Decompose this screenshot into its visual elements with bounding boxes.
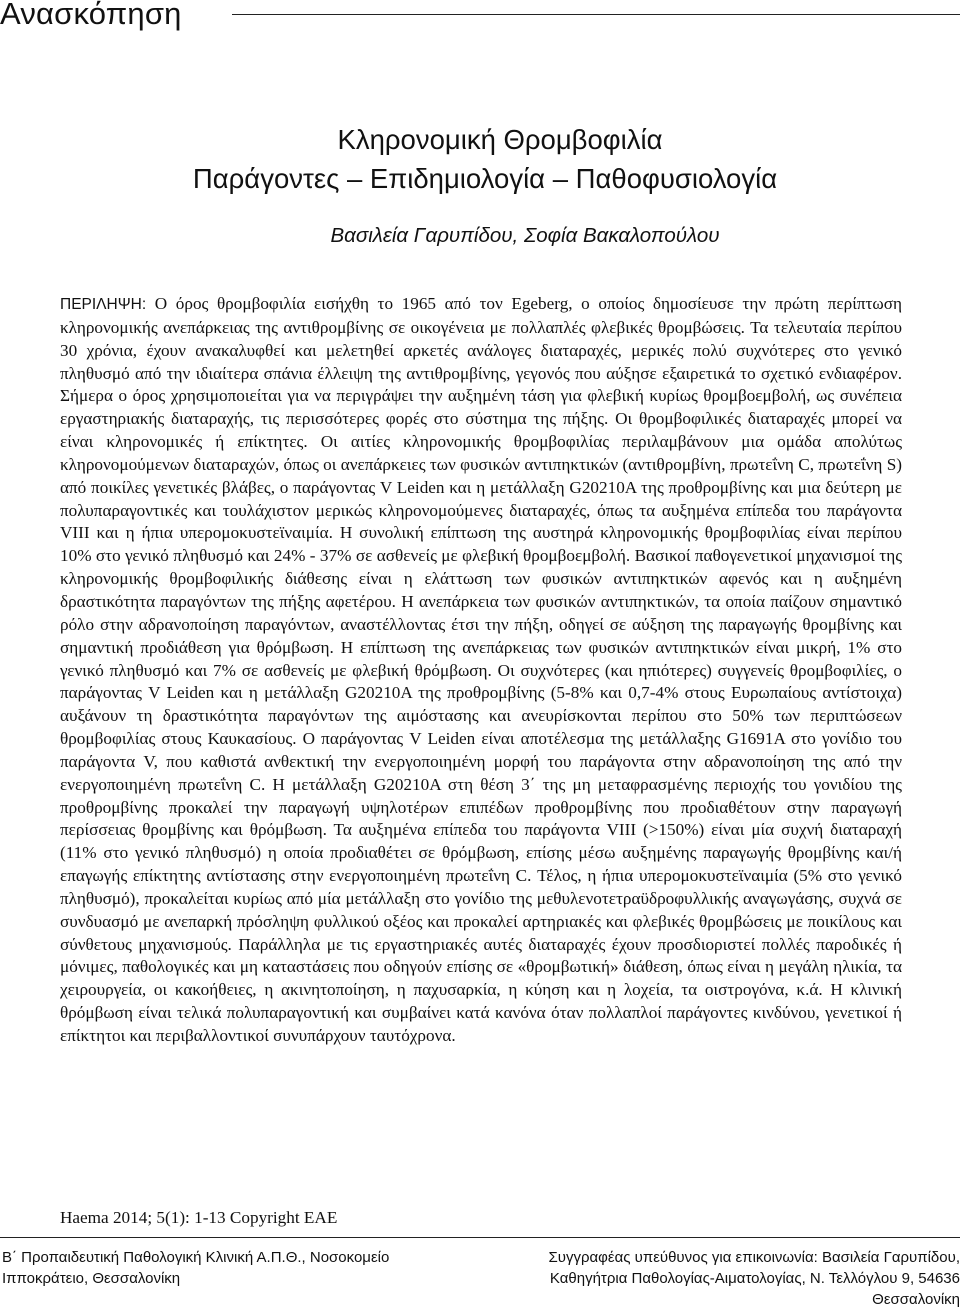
- abstract-text: Ο όρος θρομβοφιλία εισήχθη το 1965 από τον Egeberg, ο οποίος δημοσίευσε την πρώτη περίπτωση κληρονομικής ανεπάρκειας της αντιθρομβίνης σε οικογένεια με πολλαπλές φλεβικές θρομβώσεις. Τα τελευταία περίπου 30 χρόνια, έχουν ανακαλυφθεί και μελετηθεί αρκετές ανάλογες διαταραχές, μερικές πολύ συχνότερες στο γενικό πληθυσμό από την ιδιαίτερα σπάνια έλλειψη της αντιθρομβίνης, γεγονός που αύξησε εξαιρετικά το σχετικό ενδιαφέρον. Σήμερα ο όρος χρησιμοποιείται για να περιγράψει την αυξημένη τάση για φλεβική κυρίως θρομβοεμβολή, ως συνέπεια εργαστηριακής διαταραχής, τις περισσότερες φορές στο σύστημα της πήξης. Οι θρομβοφιλικές διαταραχές μπορεί να είναι κληρονομικές ή επίκτητες. Οι αιτίες κληρονομικής θρομβοφιλίας περιλαμβάνουν μια ομάδα απολύτως κληρονομούμενων διαταραχών, όπως οι ανεπάρκειες των φυσικών αντιπηκτικών (αντιθρομβίνη, πρωτεΐνη C, πρωτεΐνη S) από ποικίλες γενετικές βλάβες, ο παράγοντας V Leiden και η μετάλλαξη G20210A της προθρομβίνης και μια δεύτερη με πολυπαραγοντικές και τουλάχιστον μερικώς κληρονομούμενες διαταραχές, όπως τα αυξημένα επίπεδα του παράγοντα VIII και η ήπια υπερομοκυστεϊναιμία. Η συνολική επίπτωση της αυστηρά κληρονομικής θρομβοφιλίας είναι περίπου 10% στο γενικό πληθυσμό και 24% - 37% σε ασθενείς με φλεβική θρομβοεμβολή. Βασικοί παθογενετικοί μηχανισμοί της κληρονομικής θρομβοφιλικής διάθεσης είναι η ελάττωση των φυσικών αντιπηκτικών αφενός και η αυξημένη δραστικότητα παραγόντων της πήξης αφετέρου. Η ανεπάρκεια των φυσικών αντιπηκτικών, τα οποία παίζουν σημαντικό ρόλο στην αδρανοποίηση παραγόντων, αναστέλλοντας έτσι την πήξη, οδηγεί σε αύξηση της παραγωγής θρομβίνης και σημαντική προδιάθεση για θρόμβωση. Η επίπτωση της ανεπάρκειας των φυσικών αντιπηκτικών είναι μικρή, 1% στο γενικό πληθυσμό και 7% σε ασθενείς με φλεβική θρόμβωση. Οι συχνότερες (και ηπιότερες) συγγενείς θρομβοφιλίες, ο παράγοντας V Leiden και η μετάλλαξη G20210A της προθρομβίνης (5-8% και 0,7-4% στους Ευρωπαίους αντίστοιχα) αυξάνουν τη δραστικότητα παραγόντων της αιμόστασης και ανευρίσκονται περίπου στο 50% των περιπτώσεων θρομβοφιλίας στους Καυκασίους. Ο παράγοντας V Leiden είναι αποτέλεσμα της μετάλλαξης G1691A στο γονίδιο του παράγοντα V, που καθιστά ανθεκτική την ενεργοποιημένη μορφή του παράγοντα στην αδρανοποίηση της από την ενεργοποιημένη πρωτεΐνη C. Η μετάλλαξη G20210A στη θέση 3΄ της μη μεταφρασμένης περιοχής του γονιδίου της προθρομβίνης προκαλεί την παραγωγή υψηλοτέρων επιπέδων προθρομβίνης που προδιαθέτουν στην παραγωγή περίσσειας θρομβίνης και θρόμβωση. Τα αυξημένα επίπεδα του παράγοντα VIII (>150%) είναι μία συχνή διαταραχή (11% στο γενικό πληθυσμό) η οποία προδιαθέτει σε θρόμβωση, επίσης μέσω αυξημένης παραγωγής θρομβίνης και/ή επαγωγής επίκτητης αντίστασης στην ενεργοποιημένη πρωτεΐνη C. Τέλος, η ήπια υπερομοκυστεϊναιμία (5% στο γενικό πληθυσμό), προκαλείται κυρίως από μία μετάλλαξη στο γονίδιο της μεθυλενοτετραϋδροφυλλικής αναγωγάσης, συχνά σε συνδυασμό με ανεπαρκή πρόσληψη φυλλικού οξέος και προκαλεί αρτηριακές και φλεβικές θρομβώσεις με ποικίλους και σύνθετους μηχανισμούς. Παράλληλα με τις εργαστηριακές αυτές διαταραχές έχουν προσδιοριστεί πολλές παροδικές ή μόνιμες, παθολογικές και μη καταστάσεις που οδηγούν επίσης σε «θρομβωτική» διάθεση, όπως είναι η μεγάλη ηλικία, τα χειρουργεία, οι κακοήθειες, η ακινητοποίηση, η παχυσαρκία, η κύηση και η λοχεία, τα οιστρογόνα, κ.ά. Η κλινική θρόμβωση είναι τελικά πολυπαραγοντική και συμβαίνει κατά κανόνα όταν πολλαπλοί παράγοντες κινδύνου, γενετικοί ή επίκτητοι και περιβαλλοντικοί συνυπάρχουν ταυτόχρονα.: [60, 294, 902, 1045]
- citation: Haema 2014; 5(1): 1-13 Copyright EAE: [60, 1208, 338, 1227]
- correspondence: Συγγραφέας υπεύθυνος για επικοινωνία: Βασιλεία Γαρυπίδου, Καθηγήτρια Παθολογίας-Αιματολογίας, Ν. Τελλόγλου 9, 54636 Θεσσαλονίκη: [548, 1249, 960, 1308]
- affiliation: Β΄ Προπαιδευτική Παθολογική Κλινική Α.Π.Θ., Νοσοκομείο Ιπποκράτειο, Θεσσαλονίκη: [2, 1249, 390, 1287]
- footer-divider: [0, 1237, 960, 1238]
- abstract: [60, 293, 902, 1048]
- article-title-line1: Κληρονομική Θρομβοφιλία: [337, 124, 663, 155]
- header-divider: [232, 14, 960, 15]
- section-label: Ανασκόπηση: [0, 0, 182, 31]
- article-title-line2: Παράγοντες – Επιδημιολογία – Παθοφυσιολογία: [192, 163, 778, 194]
- abstract-label: ΠΕΡΙΛΗΨΗ:: [60, 296, 147, 313]
- article-authors: Βασιλεία Γαρυπίδου, Σοφία Βακαλοπούλου: [330, 224, 720, 247]
